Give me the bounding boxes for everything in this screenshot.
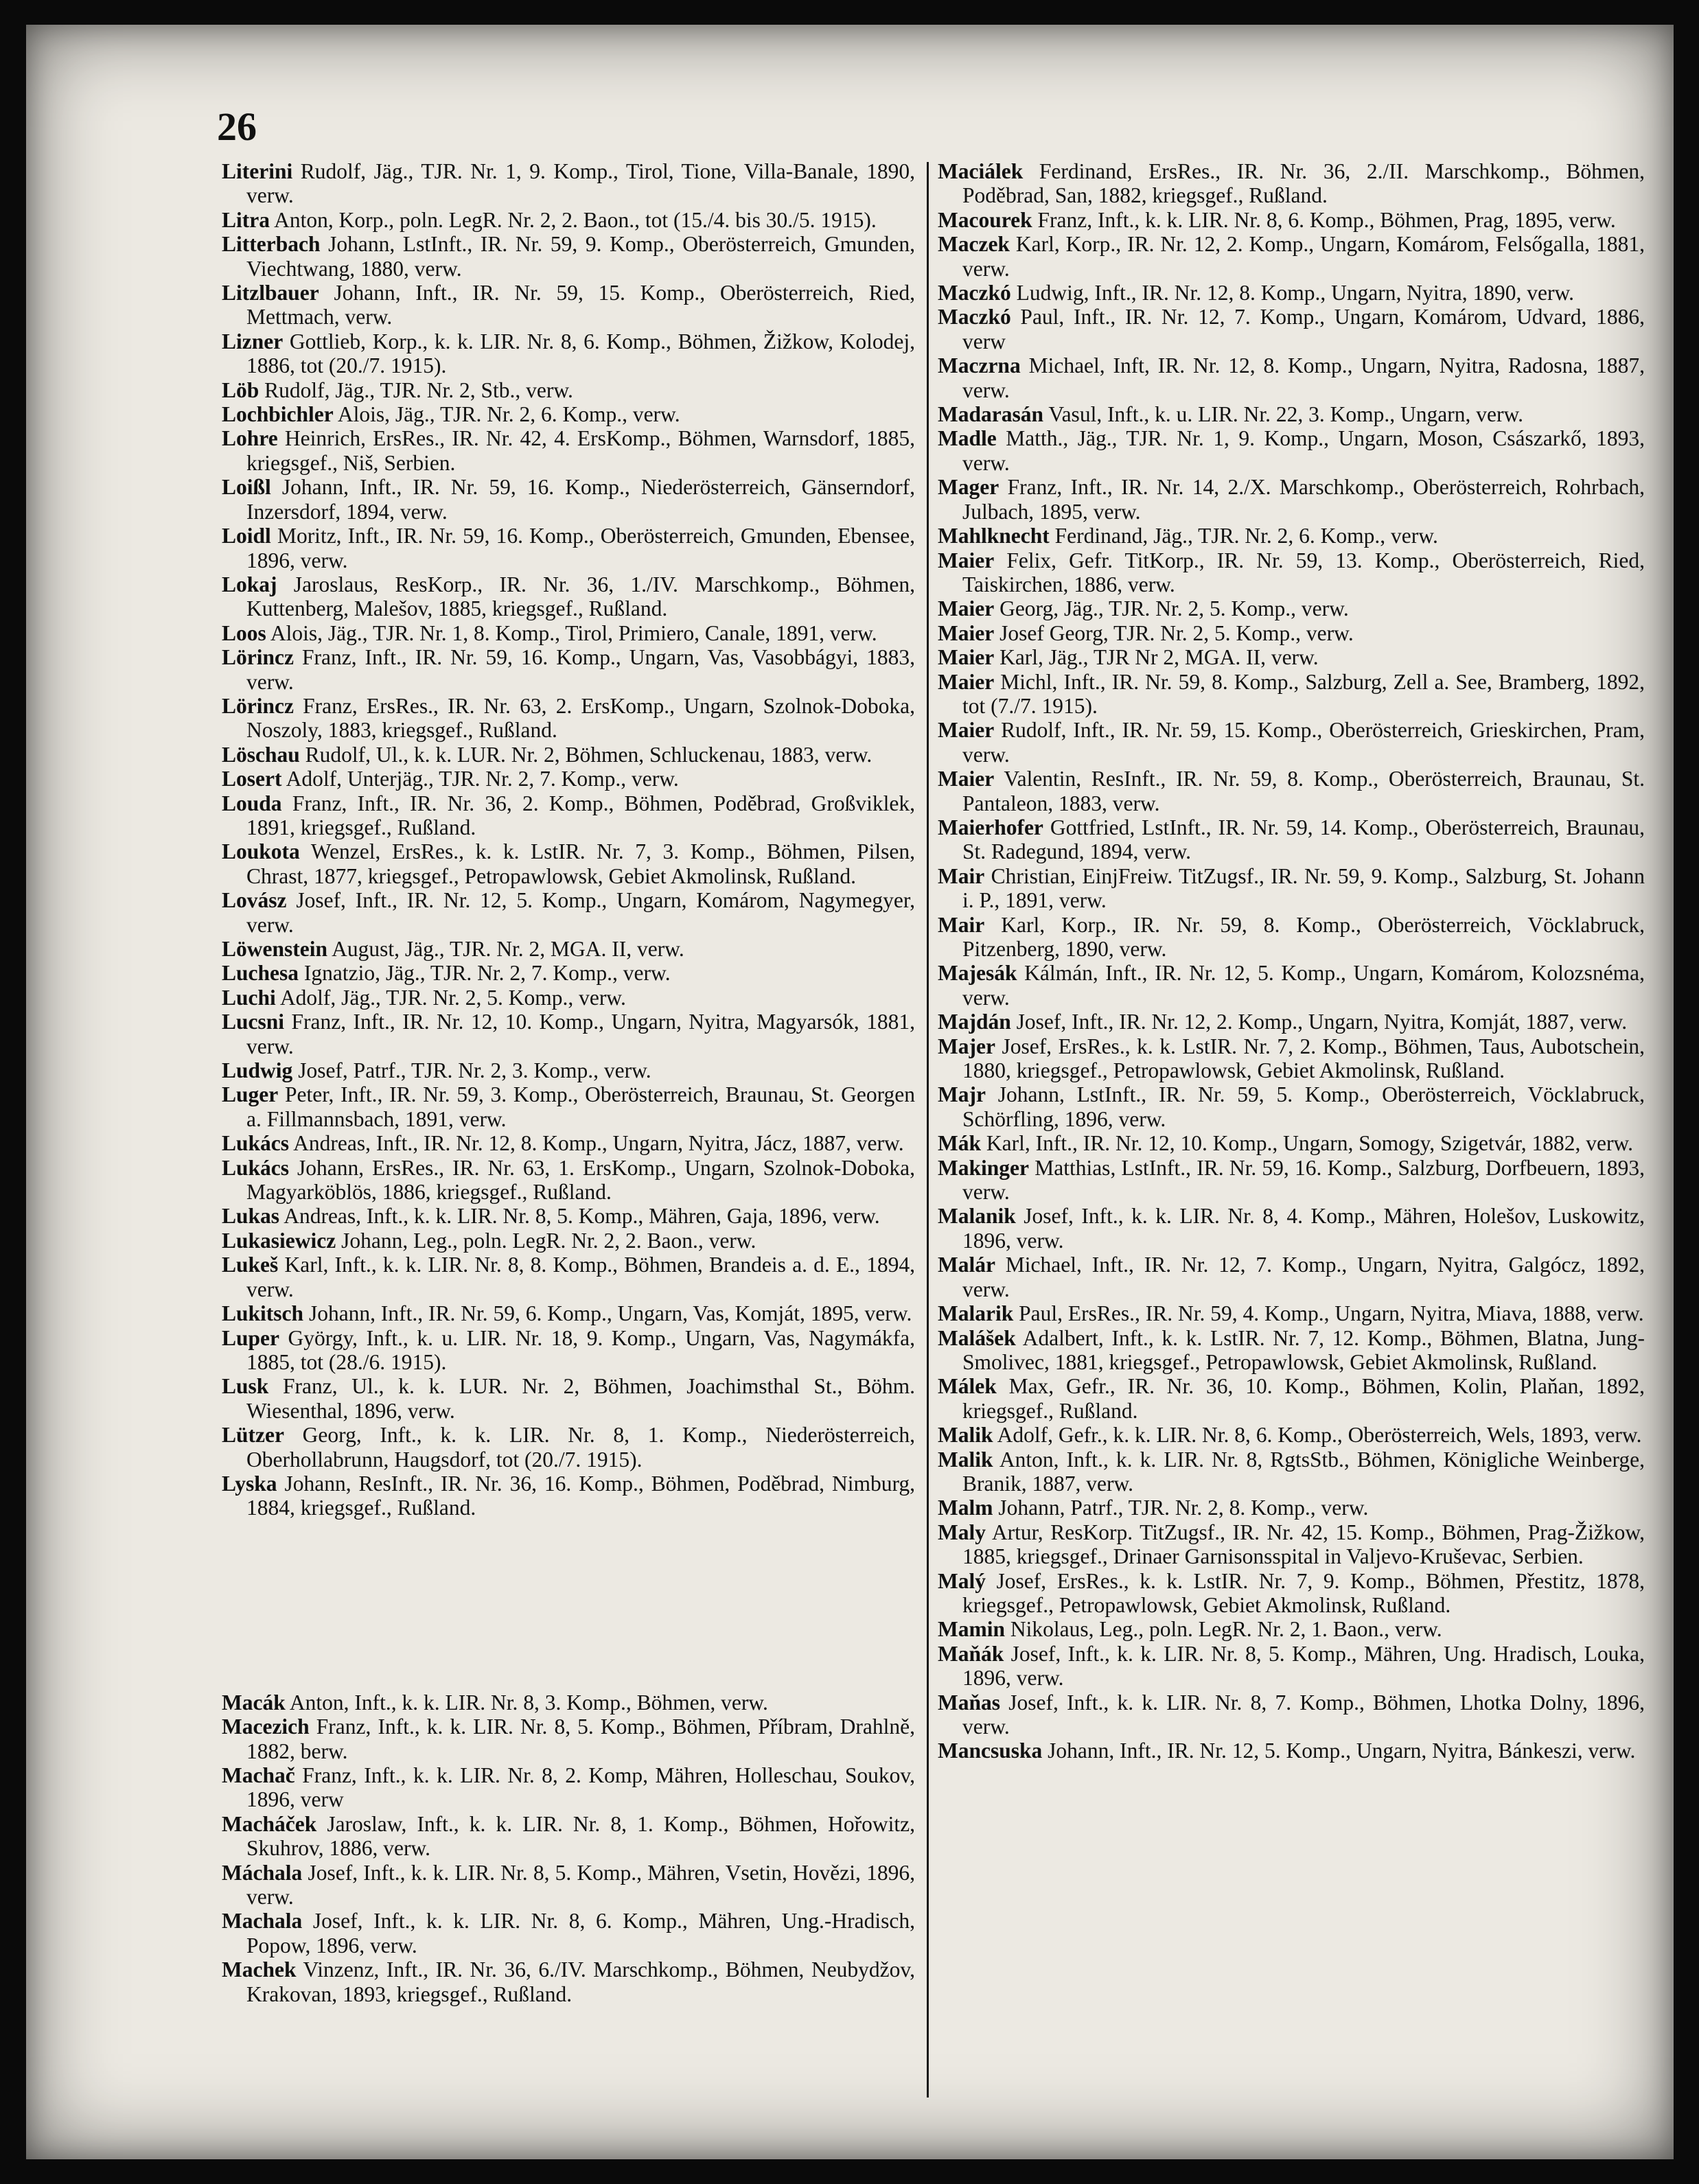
entry-surname: Maier [938, 767, 995, 791]
entry-details: Matth., Jäg., TJR. Nr. 1, 9. Komp., Ungarn, Moson, Császarkő, 1893, verw. [962, 426, 1645, 475]
entry-surname: Malik [938, 1447, 993, 1472]
entry-details: Jaroslaus, ResKorp., IR. Nr. 36, 1./IV. Marschkomp., Böhmen, Kuttenberg, Malešov, 1885, kriegsgef., Rußland. [246, 572, 915, 621]
register-entry [938, 815, 1645, 864]
entry-details: Paul, ErsRes., IR. Nr. 59, 4. Komp., Ungarn, Nyitra, Miava, 1888, verw. [1013, 1301, 1644, 1326]
left-entries-b [222, 1691, 915, 2006]
entry-surname: Mahlknecht [938, 524, 1050, 548]
entry-surname: Malarik [938, 1301, 1014, 1326]
register-entry [938, 1739, 1645, 1763]
entry-surname: Maier [938, 718, 995, 743]
entry-details: Josef, Inft., k. k. LIR. Nr. 8, 5. Komp., Mähren, Ung. Hradisch, Louka, 1896, verw. [962, 1641, 1645, 1691]
entry-details: Josef, ErsRes., k. k. LstIR. Nr. 7, 9. Komp., Böhmen, Přestitz, 1878, kriegsgef., Petropawlowsk, Gebiet Akmolinsk, Rußland. [962, 1568, 1645, 1617]
entry-details: Gottlieb, Korp., k. k. LIR. Nr. 8, 6. Komp., Böhmen, Žižkow, Kolodej, 1886, tot (20./7. 1915). [246, 329, 915, 378]
entry-details: Johann, Inft., IR. Nr. 59, 6. Komp., Ungarn, Vas, Komját, 1895, verw. [303, 1301, 912, 1326]
register-entry [222, 791, 915, 840]
register-entry [222, 1909, 915, 1958]
entry-surname: Malár [938, 1253, 995, 1277]
entry-surname: Maczrna [938, 353, 1021, 378]
entry-surname: Maier [938, 669, 995, 694]
entry-surname: Lusk [222, 1374, 269, 1399]
entry-details: Max, Gefr., IR. Nr. 36, 10. Komp., Böhmen, Kolin, Plaňan, 1892, kriegsgef., Rußland. [962, 1374, 1645, 1423]
entry-details: Franz, ErsRes., IR. Nr. 63, 2. ErsKomp., Ungarn, Szolnok-Doboka, Noszoly, 1883, kriegsgef., Rußland. [246, 693, 915, 743]
entry-surname: Majesák [938, 961, 1017, 986]
register-entry [222, 1301, 915, 1325]
register-entry [938, 864, 1645, 913]
entry-surname: Machala [222, 1909, 303, 1933]
entry-surname: Majer [938, 1034, 995, 1058]
entry-surname: Mák [938, 1131, 981, 1156]
entry-details: Josef Georg, TJR. Nr. 2, 5. Komp., verw. [994, 620, 1354, 645]
register-entry [938, 1034, 1645, 1083]
register-entry [222, 743, 915, 767]
register-entry [938, 1156, 1645, 1205]
entry-details: Johann, Inft., IR. Nr. 59, 15. Komp., Oberösterreich, Ried, Mettmach, verw. [246, 281, 915, 329]
entry-details: Andreas, Inft., IR. Nr. 12, 8. Komp., Ungarn, Nyitra, Jácz, 1887, verw. [289, 1131, 904, 1156]
register-entry [938, 1569, 1645, 1618]
entry-surname: Mancsuska [938, 1739, 1043, 1763]
entry-surname: Lovász [222, 888, 287, 913]
register-entry [222, 1131, 915, 1155]
entry-surname: Maier [938, 645, 995, 670]
register-entry [222, 524, 915, 572]
entry-surname: Maier [938, 548, 995, 572]
entry-surname: Maňas [938, 1690, 1001, 1715]
entry-surname: Lucsni [222, 1010, 285, 1034]
register-entry [938, 1520, 1645, 1569]
entry-details: Franz, Inft., IR. Nr. 12, 10. Komp., Ungarn, Nyitra, Magyarsók, 1881, verw. [246, 1010, 915, 1058]
entry-details: Rudolf, Jäg., TJR. Nr. 1, 9. Komp., Tirol, Tione, Villa-Banale, 1890, verw. [246, 159, 915, 208]
register-entry [938, 1204, 1645, 1253]
entry-details: Alois, Jäg., TJR. Nr. 1, 8. Komp., Tirol, Primiero, Canale, 1891, verw. [266, 620, 877, 645]
entry-surname: Lukeš [222, 1253, 279, 1277]
register-entry [222, 1253, 915, 1301]
entry-surname: Majdán [938, 1010, 1011, 1034]
entry-surname: Mair [938, 912, 985, 937]
register-entry [222, 961, 915, 985]
entry-details: Georg, Inft., k. k. LIR. Nr. 8, 1. Komp., Niederösterreich, Oberhollabrunn, Haugsdorf, tot (20./7. 1915). [246, 1423, 915, 1472]
entry-surname: Löb [222, 377, 259, 402]
entry-surname: Madarasán [938, 402, 1044, 427]
register-entry [938, 1374, 1645, 1423]
entry-details: Josef, Inft., k. k. LIR. Nr. 8, 5. Komp., Mähren, Vsetin, Hovězi, 1896, verw. [246, 1860, 915, 1909]
register-entry [222, 1058, 915, 1082]
entry-details: Josef, Patrf., TJR. Nr. 2, 3. Komp., verw. [292, 1058, 651, 1083]
entry-surname: Malý [938, 1568, 986, 1593]
entry-details: Wenzel, ErsRes., k. k. LstIR. Nr. 7, 3. Komp., Böhmen, Pilsen, Chrast, 1877, kriegsgef., Petropawlowsk, Gebiet Akmolinsk, Rußland. [246, 839, 915, 888]
register-entry [222, 1472, 915, 1520]
entry-surname: Loukota [222, 839, 300, 864]
entry-details: Vasul, Inft., k. u. LIR. Nr. 22, 3. Komp., Ungarn, verw. [1043, 402, 1524, 427]
register-entry [938, 548, 1645, 597]
register-entry [222, 1423, 915, 1472]
entry-details: Franz, Ul., k. k. LUR. Nr. 2, Böhmen, Joachimsthal St., Böhm. Wiesenthal, 1896, verw. [246, 1374, 915, 1423]
entry-details: Adalbert, Inft., k. k. LstIR. Nr. 7, 12. Komp., Böhmen, Blatna, Jung-Smolivec, 1881, kriegsgef., Petropawlowsk, Gebiet Akmolinsk, Rußland. [962, 1325, 1645, 1374]
entry-details: Rudolf, Jäg., TJR. Nr. 2, Stb., verw. [259, 377, 573, 402]
register-entry [938, 961, 1645, 1010]
register-entry [222, 1082, 915, 1131]
entry-surname: Mair [938, 863, 985, 888]
register-entry [938, 1691, 1645, 1739]
register-entry [222, 402, 915, 426]
register-entry [938, 1448, 1645, 1496]
register-entry [938, 1617, 1645, 1641]
entry-details: Josef, Inft., k. k. LIR. Nr. 8, 7. Komp., Böhmen, Lhotka Dolny, 1896, verw. [962, 1690, 1645, 1739]
entry-surname: Maierhofer [938, 815, 1043, 839]
entry-surname: Lukas [222, 1204, 280, 1229]
entry-surname: Maciálek [938, 159, 1024, 183]
entry-surname: Mamin [938, 1617, 1005, 1642]
register-entry [938, 1326, 1645, 1375]
entry-surname: Macourek [938, 207, 1032, 232]
entry-surname: Maier [938, 596, 995, 621]
entry-details: Karl, Inft., IR. Nr. 12, 10. Komp., Ungarn, Somogy, Szigetvár, 1882, verw. [981, 1131, 1634, 1156]
register-entry [938, 353, 1645, 402]
entry-details: Ferdinand, Jäg., TJR. Nr. 2, 6. Komp., verw. [1049, 524, 1438, 548]
register-entry [938, 232, 1645, 281]
entry-surname: Malášek [938, 1325, 1016, 1350]
column-gap [222, 1520, 915, 1691]
entry-surname: Maly [938, 1520, 986, 1544]
page-number: 26 [217, 104, 257, 149]
entry-surname: Löwenstein [222, 937, 328, 961]
register-entry [938, 305, 1645, 353]
register-entry [222, 1715, 915, 1763]
entry-surname: Madle [938, 426, 997, 451]
register-entry [938, 670, 1645, 719]
register-entry [222, 475, 915, 524]
entry-details: Josef, ErsRes., k. k. LstIR. Nr. 7, 2. Komp., Böhmen, Taus, Aubotschein, 1880, kriegsgef., Petropawlowsk, Gebiet Akmolinsk, Rußland. [962, 1034, 1645, 1083]
entry-details: György, Inft., k. u. LIR. Nr. 18, 9. Komp., Ungarn, Vas, Nagymákfa, 1885, tot (28./6. 1915). [246, 1325, 915, 1374]
entry-surname: Lörincz [222, 693, 294, 718]
entry-surname: Lukács [222, 1131, 290, 1156]
entry-surname: Maňák [938, 1641, 1004, 1666]
entry-surname: Löschau [222, 742, 300, 767]
entry-details: Michael, Inft, IR. Nr. 12, 8. Komp., Ungarn, Nyitra, Radosna, 1887, verw. [962, 353, 1645, 402]
register-entry [222, 1229, 915, 1253]
entry-details: Karl, Jäg., TJR Nr 2, MGA. II, verw. [994, 645, 1319, 670]
entry-surname: Litra [222, 207, 270, 232]
entry-surname: Lukitsch [222, 1301, 304, 1326]
entry-details: Franz, Inft., k. k. LIR. Nr. 8, 2. Komp, Mähren, Holleschau, Soukov, 1896, verw [246, 1763, 915, 1812]
entry-surname: Lokaj [222, 572, 277, 596]
entry-surname: Luchesa [222, 961, 299, 986]
entry-surname: Loos [222, 620, 266, 645]
entry-details: Johann, Leg., poln. LegR. Nr. 2, 2. Baon., verw. [336, 1228, 756, 1253]
entry-details: Jaroslaw, Inft., k. k. LIR. Nr. 8, 1. Komp., Böhmen, Hořowitz, Skuhrov, 1886, verw. [246, 1811, 915, 1861]
register-entry [222, 986, 915, 1010]
register-entry [222, 1958, 915, 2006]
register-entry [938, 159, 1645, 208]
column-divider [927, 162, 929, 2098]
entry-details: Matthias, LstInft., IR. Nr. 59, 16. Komp., Salzburg, Dorfbeuern, 1893, verw. [962, 1155, 1645, 1205]
register-entry [938, 1423, 1645, 1447]
register-entry [938, 621, 1645, 645]
entry-details: Adolf, Jäg., TJR. Nr. 2, 5. Komp., verw. [275, 985, 626, 1010]
entry-details: Artur, ResKorp. TitZugsf., IR. Nr. 42, 15. Komp., Böhmen, Prag-Žižkow, 1885, kriegsgef., Drinaer Garnisonsspital in Valjevo-Kruševac, Serbien. [962, 1520, 1645, 1569]
entry-surname: Malanik [938, 1204, 1016, 1229]
entry-details: Ignatzio, Jäg., TJR. Nr. 2, 7. Komp., verw. [299, 961, 671, 986]
entry-details: Paul, Inft., IR. Nr. 12, 7. Komp., Ungarn, Komárom, Udvard, 1886, verw [962, 305, 1645, 353]
entry-surname: Málek [938, 1374, 997, 1399]
entry-surname: Lochbichler [222, 402, 334, 427]
entry-details: Ferdinand, ErsRes., IR. Nr. 36, 2./II. Marschkomp., Böhmen, Poděbrad, San, 1882, kriegsgef., Rußland. [962, 159, 1645, 208]
register-entry [938, 1301, 1645, 1325]
entry-details: Johann, ResInft., IR. Nr. 36, 16. Komp., Böhmen, Poděbrad, Nimburg, 1884, kriegsgef., Rußland. [246, 1471, 915, 1520]
entry-details: Johann, Inft., IR. Nr. 12, 5. Komp., Ungarn, Nyitra, Bánkeszi, verw. [1042, 1739, 1636, 1763]
register-entry [222, 839, 915, 888]
entry-surname: Luchi [222, 985, 276, 1010]
register-entry [222, 281, 915, 329]
register-entry [222, 1204, 915, 1228]
entry-details: Valentin, ResInft., IR. Nr. 59, 8. Komp., Oberösterreich, Braunau, St. Pantaleon, 1883, verw. [962, 767, 1645, 815]
entry-details: Moritz, Inft., IR. Nr. 59, 16. Komp., Oberösterreich, Gmunden, Ebensee, 1896, verw. [246, 524, 915, 572]
register-entry [222, 1374, 915, 1423]
entry-surname: Maczkó [938, 305, 1011, 329]
entry-details: Kálmán, Inft., IR. Nr. 12, 5. Komp., Ungarn, Komárom, Kolozsnéma, verw. [962, 961, 1645, 1010]
entry-surname: Malm [938, 1496, 993, 1520]
register-entry [938, 645, 1645, 669]
entry-details: Felix, Gefr. TitKorp., IR. Nr. 59, 13. Komp., Oberösterreich, Ried, Taiskirchen, 1886, verw. [962, 548, 1645, 596]
entry-details: Josef, Inft., IR. Nr. 12, 5. Komp., Ungarn, Komárom, Nagymegyer, verw. [246, 888, 915, 937]
entry-surname: Macháček [222, 1811, 317, 1836]
entry-surname: Lukács [222, 1155, 290, 1180]
entry-surname: Machek [222, 1958, 297, 1982]
entry-details: Peter, Inft., IR. Nr. 59, 3. Komp., Oberösterreich, Braunau, St. Georgen a. Fillmannsbach, 1891, verw. [246, 1082, 915, 1131]
register-entry [222, 888, 915, 937]
entry-surname: Lukasiewicz [222, 1228, 336, 1253]
entry-surname: Maczek [938, 232, 1010, 257]
register-entry [222, 1691, 915, 1715]
register-entry [938, 402, 1645, 426]
entry-details: Karl, Korp., IR. Nr. 12, 2. Komp., Ungarn, Komárom, Felsőgalla, 1881, verw. [962, 232, 1645, 281]
entry-details: Rudolf, Ul., k. k. LUR. Nr. 2, Böhmen, Schluckenau, 1883, verw. [299, 742, 872, 767]
entry-details: Anton, Inft., k. k. LIR. Nr. 8, RgtsStb., Böhmen, Königliche Weinberge, Branik, 1887, verw. [962, 1447, 1645, 1496]
entry-surname: Lyska [222, 1471, 277, 1496]
left-entries-a [222, 159, 915, 1520]
entry-surname: Luger [222, 1082, 279, 1107]
entry-surname: Maczkó [938, 281, 1011, 305]
register-entry [222, 1861, 915, 1909]
register-entry [938, 913, 1645, 962]
entry-surname: Loißl [222, 475, 271, 500]
right-entries [938, 159, 1645, 1763]
entry-surname: Lohre [222, 426, 278, 451]
register-entry [938, 1082, 1645, 1131]
entry-surname: Ludwig [222, 1058, 293, 1083]
entry-details: Karl, Inft., k. k. LIR. Nr. 8, 8. Komp., Böhmen, Brandeis a. d. E., 1894, verw. [246, 1253, 915, 1301]
entry-surname: Litzlbauer [222, 281, 319, 305]
register-entry [938, 1642, 1645, 1691]
register-entry [222, 378, 915, 402]
entry-details: Alois, Jäg., TJR. Nr. 2, 6. Komp., verw. [333, 402, 680, 427]
entry-details: Franz, Inft., k. k. LIR. Nr. 8, 5. Komp., Böhmen, Příbram, Drahlně, 1882, berw. [246, 1715, 915, 1763]
right-column [938, 159, 1645, 1763]
entry-details: Anton, Inft., k. k. LIR. Nr. 8, 3. Komp., Böhmen, verw. [285, 1690, 768, 1715]
entry-details: Johann, Inft., IR. Nr. 59, 16. Komp., Niederösterreich, Gänserndorf, Inzersdorf, 1894, verw. [246, 475, 915, 524]
entry-details: Johann, LstInft., IR. Nr. 59, 5. Komp., Oberösterreich, Vöcklabruck, Schörfling, 1896, verw. [962, 1082, 1645, 1131]
register-entry [222, 1812, 915, 1861]
entry-surname: Máchala [222, 1860, 303, 1885]
entry-details: Franz, Inft., IR. Nr. 36, 2. Komp., Böhmen, Poděbrad, Großviklek, 1891, kriegsgef., Rußland. [246, 791, 915, 839]
entry-details: August, Jäg., TJR. Nr. 2, MGA. II, verw. [327, 937, 684, 961]
register-entry [222, 645, 915, 694]
register-entry [222, 621, 915, 645]
register-entry [222, 208, 915, 232]
register-entry [222, 1326, 915, 1375]
entry-details: Franz, Inft., k. k. LIR. Nr. 8, 6. Komp., Böhmen, Prag, 1895, verw. [1032, 207, 1616, 232]
left-column [222, 159, 915, 2006]
entry-surname: Louda [222, 791, 282, 815]
entry-surname: Majr [938, 1082, 986, 1107]
entry-details: Franz, Inft., IR. Nr. 14, 2./X. Marschkomp., Oberösterreich, Rohrbach, Julbach, 1895, verw. [962, 475, 1645, 524]
entry-surname: Lizner [222, 329, 284, 353]
register-entry [222, 329, 915, 378]
register-entry [222, 1156, 915, 1205]
entry-details: Ludwig, Inft., IR. Nr. 12, 8. Komp., Ungarn, Nyitra, 1890, verw. [1010, 281, 1575, 305]
entry-details: Anton, Korp., poln. LegR. Nr. 2, 2. Baon., tot (15./4. bis 30./5. 1915). [269, 207, 877, 232]
entry-surname: Makinger [938, 1155, 1029, 1180]
register-entry [222, 426, 915, 475]
entry-surname: Malik [938, 1423, 993, 1448]
entry-details: Vinzenz, Inft., IR. Nr. 36, 6./IV. Marschkomp., Böhmen, Neubydžov, Krakovan, 1893, kriegsgef., Rußland. [246, 1958, 915, 2006]
register-entry [222, 159, 915, 208]
entry-details: Franz, Inft., IR. Nr. 59, 16. Komp., Ungarn, Vas, Vasobbágyi, 1883, verw. [246, 645, 915, 694]
entry-details: Michl, Inft., IR. Nr. 59, 8. Komp., Salzburg, Zell a. See, Bramberg, 1892, tot (7./7. 1915). [962, 669, 1645, 718]
register-entry [222, 767, 915, 791]
register-entry [938, 1253, 1645, 1301]
entry-details: Adolf, Gefr., k. k. LIR. Nr. 8, 6. Komp., Oberösterreich, Wels, 1893, verw. [993, 1423, 1642, 1448]
scanned-page [26, 25, 1674, 2159]
register-entry [938, 475, 1645, 524]
register-entry [938, 524, 1645, 548]
register-entry [938, 767, 1645, 815]
register-entry [938, 426, 1645, 475]
entry-details: Karl, Korp., IR. Nr. 59, 8. Komp., Oberösterreich, Vöcklabruck, Pitzenberg, 1890, verw. [962, 912, 1645, 961]
entry-surname: Mager [938, 475, 999, 500]
entry-surname: Lörincz [222, 645, 294, 670]
entry-details: Rudolf, Inft., IR. Nr. 59, 15. Komp., Oberösterreich, Grieskirchen, Pram, verw. [962, 718, 1645, 767]
register-entry [222, 1010, 915, 1058]
entry-surname: Litterbach [222, 232, 321, 257]
entry-surname: Literini [222, 159, 293, 183]
entry-surname: Maier [938, 620, 995, 645]
entry-details: Johann, LstInft., IR. Nr. 59, 9. Komp., Oberösterreich, Gmunden, Viechtwang, 1880, verw. [246, 232, 915, 281]
entry-details: Georg, Jäg., TJR. Nr. 2, 5. Komp., verw. [994, 596, 1349, 621]
register-entry [938, 718, 1645, 767]
entry-surname: Losert [222, 767, 282, 791]
entry-surname: Luper [222, 1325, 280, 1350]
register-entry [222, 694, 915, 743]
entry-details: Heinrich, ErsRes., IR. Nr. 42, 4. ErsKomp., Böhmen, Warnsdorf, 1885, kriegsgef., Niš, Serbien. [246, 426, 915, 475]
entry-details: Andreas, Inft., k. k. LIR. Nr. 8, 5. Komp., Mähren, Gaja, 1896, verw. [279, 1204, 880, 1229]
entry-details: Josef, Inft., IR. Nr. 12, 2. Komp., Ungarn, Nyitra, Komját, 1887, verw. [1010, 1010, 1628, 1034]
entry-details: Christian, EinjFreiw. TitZugsf., IR. Nr. 59, 9. Komp., Salzburg, St. Johann i. P., 1891, verw. [962, 863, 1645, 913]
register-entry [222, 937, 915, 961]
entry-details: Adolf, Unterjäg., TJR. Nr. 2, 7. Komp., verw. [281, 767, 679, 791]
register-entry [222, 232, 915, 281]
entry-details: Michael, Inft., IR. Nr. 12, 7. Komp., Ungarn, Nyitra, Galgócz, 1892, verw. [962, 1253, 1645, 1301]
register-entry [938, 1496, 1645, 1520]
register-entry [222, 572, 915, 621]
entry-details: Gottfried, LstInft., IR. Nr. 59, 14. Komp., Oberösterreich, Braunau, St. Radegund, 1894, verw. [962, 815, 1645, 864]
register-entry [938, 281, 1645, 305]
entry-surname: Macezich [222, 1715, 310, 1739]
entry-surname: Machač [222, 1763, 295, 1787]
entry-details: Johann, ErsRes., IR. Nr. 63, 1. ErsKomp., Ungarn, Szolnok-Doboka, Magyarköblös, 1886, kriegsgef., Rußland. [246, 1155, 915, 1205]
entry-surname: Loidl [222, 524, 271, 548]
entry-details: Nikolaus, Leg., poln. LegR. Nr. 2, 1. Baon., verw. [1005, 1617, 1442, 1642]
entry-surname: Lützer [222, 1423, 284, 1448]
entry-surname: Macák [222, 1690, 286, 1715]
entry-details: Josef, Inft., k. k. LIR. Nr. 8, 6. Komp., Mähren, Ung.-Hradisch, Popow, 1896, verw. [246, 1909, 915, 1958]
entry-details: Johann, Patrf., TJR. Nr. 2, 8. Komp., verw. [993, 1496, 1369, 1520]
register-entry [938, 596, 1645, 620]
register-entry [938, 1131, 1645, 1155]
register-entry [222, 1763, 915, 1812]
register-entry [938, 208, 1645, 232]
register-entry [938, 1010, 1645, 1034]
entry-details: Josef, Inft., k. k. LIR. Nr. 8, 4. Komp., Mähren, Holešov, Luskowitz, 1896, verw. [962, 1204, 1645, 1253]
